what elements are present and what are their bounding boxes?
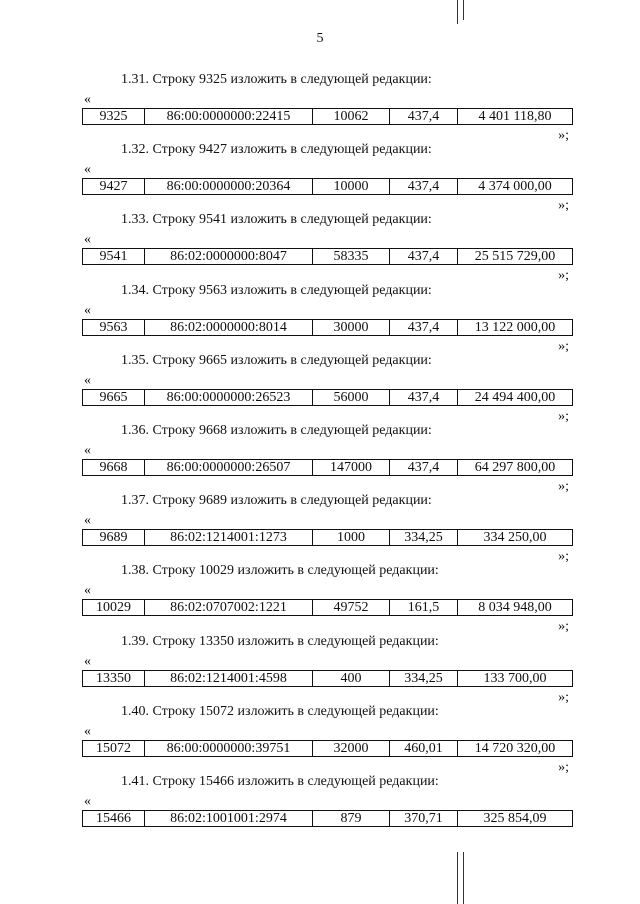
rate-cell: 437,4 [390,320,458,335]
amendment-heading: 1.41. Строку 15466 изложить в следующей редакции: [121,773,439,789]
table-row [82,740,573,757]
cadastral-number-cell: 86:02:1214001:1273 [145,530,313,545]
amount-cell: 14 720 320,00 [474,740,556,756]
area-cell: 1000 [313,530,390,545]
open-quote: « [84,232,91,248]
table-row [82,599,573,616]
amount-cell: 13 122 000,00 [474,319,556,335]
cadastral-number-cell: 86:00:0000000:26507 [145,460,313,475]
open-quote: « [84,92,91,107]
amendment-item [0,423,640,493]
scan-line-bottom [457,852,458,904]
rate-cell: 437,4 [390,249,458,264]
open-quote: « [84,513,91,529]
cadastral-number-cell: 86:02:0000000:8047 [145,249,313,264]
row-number-cell: 15466 [83,811,145,826]
amount-cell: 4 401 118,80 [478,109,552,124]
row-number-cell: 9325 [83,109,145,124]
amount-cell: 133 700,00 [483,670,547,686]
row-number-cell: 9427 [83,179,145,194]
amount-cell: 8 034 948,00 [478,600,552,616]
rate-cell: 437,4 [390,109,458,124]
close-quote: »; [558,478,569,494]
rate-cell: 370,71 [390,811,458,826]
table-row [82,529,573,546]
close-quote: »; [558,338,569,354]
amendment-item [0,704,640,774]
area-cell: 10062 [313,109,390,124]
row-number-cell: 9668 [83,460,145,475]
amendment-heading: 1.34. Строку 9563 изложить в следующей редакции: [121,282,432,298]
area-cell: 879 [313,811,390,826]
amendment-heading: 1.31. Строку 9325 изложить в следующей редакции: [121,72,432,87]
cadastral-number-cell: 86:00:0000000:26523 [145,390,313,405]
amount-cell: 24 494 400,00 [474,389,556,405]
table-row [82,248,573,265]
table-row [82,178,573,195]
row-number-cell: 9563 [83,320,145,335]
area-cell: 400 [313,671,390,686]
scan-line-top-2 [463,0,464,20]
table-row [82,810,573,827]
amendment-list [0,72,640,844]
cadastral-number-cell: 86:00:0000000:39751 [145,741,313,756]
open-quote: « [84,372,91,388]
amount-cell: 25 515 729,00 [474,249,556,265]
amendment-heading: 1.38. Строку 10029 изложить в следующей редакции: [121,563,439,579]
row-number-cell: 10029 [83,600,145,615]
area-cell: 147000 [313,460,390,475]
table-row [82,319,573,336]
amount-cell: 325 854,09 [483,810,547,826]
rate-cell: 437,4 [390,179,458,194]
amendment-item [0,212,640,282]
row-number-cell: 9541 [83,249,145,264]
area-cell: 56000 [313,390,390,405]
scan-line-bottom-2 [463,852,464,904]
close-quote: »; [558,268,569,284]
close-quote: »; [558,689,569,705]
amendment-item [0,353,640,423]
area-cell: 49752 [313,600,390,615]
table-row [82,670,573,687]
amendment-heading: 1.36. Строку 9668 изложить в следующей редакции: [121,422,432,438]
amendment-item [0,634,640,704]
row-number-cell: 15072 [83,741,145,756]
cadastral-number-cell: 86:02:0707002:1221 [145,600,313,615]
amendment-heading: 1.35. Строку 9665 изложить в следующей редакции: [121,352,432,368]
open-quote: « [84,583,91,599]
cadastral-number-cell: 86:02:1001001:2974 [145,811,313,826]
rate-cell: 334,25 [390,530,458,545]
amendment-item [0,72,640,142]
table-row [82,389,573,406]
close-quote: »; [558,128,569,143]
amendment-item [0,142,640,212]
amendment-heading: 1.40. Строку 15072 изложить в следующей редакции: [121,703,439,719]
rate-cell: 437,4 [390,390,458,405]
close-quote: »; [558,619,569,635]
scan-line-top [457,0,458,24]
amount-cell: 4 374 000,00 [478,179,552,195]
close-quote: »; [558,198,569,214]
close-quote: »; [558,549,569,565]
open-quote: « [84,302,91,318]
amendment-item [0,774,640,844]
amendment-item [0,493,640,563]
table-row [82,459,573,476]
page-number: 5 [316,31,324,46]
amendment-heading: 1.39. Строку 13350 изложить в следующей редакции: [121,633,439,649]
amendment-item [0,563,640,633]
area-cell: 58335 [313,249,390,264]
open-quote: « [84,793,91,809]
area-cell: 30000 [313,320,390,335]
open-quote: « [84,442,91,458]
row-number-cell: 9665 [83,390,145,405]
rate-cell: 437,4 [390,460,458,475]
rate-cell: 460,01 [390,741,458,756]
amendment-heading: 1.37. Строку 9689 изложить в следующей редакции: [121,493,432,509]
cadastral-number-cell: 86:00:0000000:22415 [145,109,313,124]
amendment-heading: 1.32. Строку 9427 изложить в следующей редакции: [121,142,432,158]
close-quote: »; [558,759,569,775]
rate-cell: 161,5 [390,600,458,615]
open-quote: « [84,653,91,669]
cadastral-number-cell: 86:00:0000000:20364 [145,179,313,194]
amendment-item [0,283,640,353]
area-cell: 32000 [313,741,390,756]
open-quote: « [84,162,91,178]
amount-cell: 334 250,00 [483,530,547,546]
area-cell: 10000 [313,179,390,194]
close-quote: »; [558,408,569,424]
table-row [82,108,573,125]
row-number-cell: 9689 [83,530,145,545]
row-number-cell: 13350 [83,671,145,686]
rate-cell: 334,25 [390,671,458,686]
cadastral-number-cell: 86:02:0000000:8014 [145,320,313,335]
amendment-heading: 1.33. Строку 9541 изложить в следующей редакции: [121,212,432,228]
open-quote: « [84,723,91,739]
cadastral-number-cell: 86:02:1214001:4598 [145,671,313,686]
amount-cell: 64 297 800,00 [474,459,556,475]
